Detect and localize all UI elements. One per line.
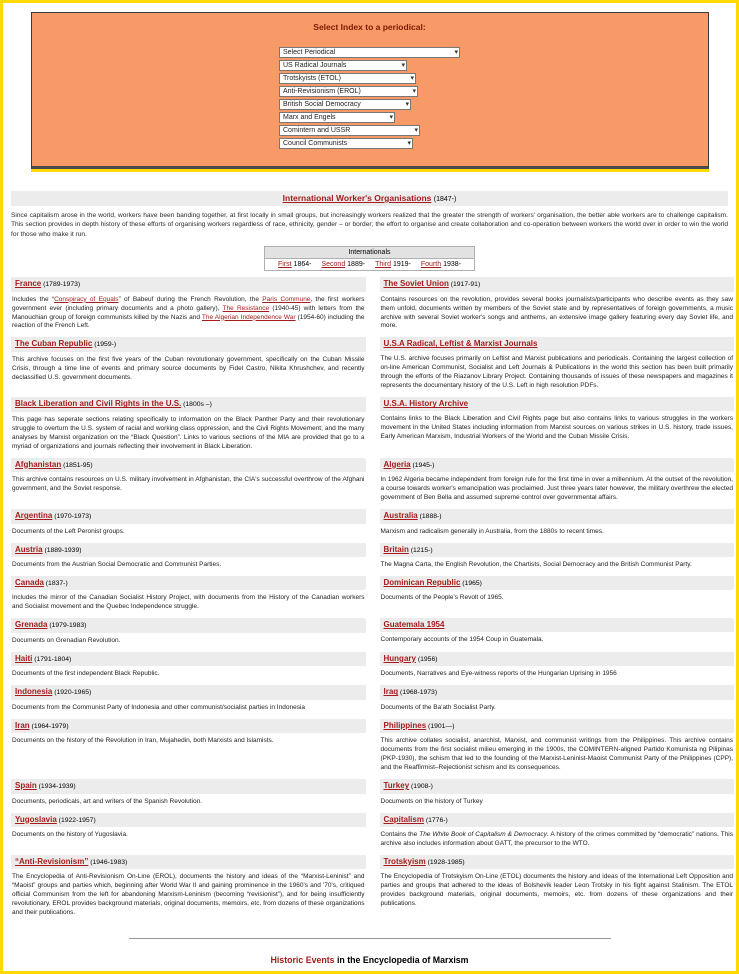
country-link[interactable]: Turkey bbox=[383, 781, 410, 791]
entry-description: The Encyclopedia of Anti-Revisionism On-Line (EROL), documents the history and ideas of the “Marxist-Leninist” and “Maoist” groups and parties which, beginning after World War II and gaining prominence in the 1960's and '70's, critiqued official Communism from the left for abandoning Marxism-Leninism (becoming “revisionist”), and for being insufficiently revolutionary. EROL provides background materials, original documents, memoirs, etc. from dozens of these organizations and their publications. bbox=[12, 873, 365, 917]
country-link[interactable]: Philippines bbox=[383, 720, 427, 730]
select-value: US Radical Journals bbox=[283, 62, 347, 69]
chevron-down-icon: ▾ bbox=[412, 88, 416, 95]
country-row bbox=[11, 813, 734, 855]
entry-description: Contains the The White Book of Capitalism & Democracy. A history of the crimes committed by “democratic” nations. This archive also includes information about GATT, the precursor to the WTO. bbox=[380, 831, 734, 848]
country-link[interactable]: Black Liberation and Civil Rights in the U.S. bbox=[15, 399, 182, 409]
international-item bbox=[321, 261, 365, 268]
country-cell bbox=[373, 813, 735, 855]
international-link[interactable]: First bbox=[278, 261, 292, 269]
entry-dates: (1791-1804) bbox=[32, 655, 72, 663]
entry-dates: (1970-1973) bbox=[52, 513, 92, 521]
country-cell bbox=[11, 509, 373, 542]
country-link[interactable]: Indonesia bbox=[15, 687, 53, 697]
footer-heading bbox=[3, 955, 736, 965]
entry-heading-band bbox=[380, 337, 735, 351]
entry-dates: (1800s –) bbox=[181, 401, 212, 409]
entry-dates: (1851-95) bbox=[61, 461, 93, 469]
country-cell bbox=[373, 719, 735, 779]
entry-heading-band bbox=[380, 397, 735, 411]
country-link[interactable]: Grenada bbox=[15, 620, 48, 630]
country-link[interactable]: U.S.A Radical, Leftist & Marxist Journals bbox=[383, 339, 538, 349]
international-item bbox=[278, 261, 311, 268]
entry-description: This archive contains resources on U.S. military involvement in Afghanistan, the CIA's successful overthrow of the Afghani government, and the Soviet response. bbox=[12, 476, 365, 493]
country-cell bbox=[11, 652, 373, 685]
country-row bbox=[11, 543, 734, 576]
country-link[interactable]: Austria bbox=[15, 544, 43, 554]
country-link[interactable]: Haiti bbox=[15, 653, 33, 663]
entry-heading-band bbox=[380, 652, 735, 666]
chevron-down-icon: ▾ bbox=[454, 49, 458, 56]
country-row bbox=[11, 458, 734, 509]
chevron-down-icon: ▾ bbox=[410, 75, 414, 82]
entry-heading-band bbox=[380, 779, 735, 793]
periodical-select[interactable] bbox=[279, 60, 407, 71]
inline-link[interactable]: Paris Commune bbox=[262, 295, 311, 303]
periodical-select[interactable] bbox=[279, 138, 413, 149]
entry-dates: (1959-) bbox=[92, 341, 117, 349]
entry-heading-band bbox=[11, 685, 366, 699]
country-row bbox=[11, 855, 734, 924]
entry-description: The U.S. archive focuses primarily on Leftist and Marxist publications and periodicals. Containing the largest collection of on-line American Communist, Socialist and Left Journals & Publications in the world this section has been built primarily through the efforts of the Riazanov Library Project. Containing thousands of issues of these newspapers and magazines it represents the documentary history of the U.S. Left in high resolution PDFs. bbox=[380, 355, 733, 390]
periodical-select[interactable] bbox=[279, 86, 418, 97]
entry-heading-band bbox=[11, 652, 366, 666]
country-cell bbox=[373, 543, 735, 576]
select-value: Select Periodical bbox=[283, 49, 336, 56]
country-cell bbox=[11, 719, 373, 779]
entry-heading-band bbox=[11, 855, 366, 869]
page-title-dates: (1847-) bbox=[433, 196, 457, 203]
entry-heading-band bbox=[380, 543, 735, 557]
country-cell bbox=[373, 618, 735, 651]
country-link[interactable]: Iran bbox=[15, 720, 30, 730]
country-cell bbox=[373, 397, 735, 457]
country-link[interactable]: Trotskyism bbox=[383, 856, 426, 866]
entry-description: Documents of the first independent Black Republic. bbox=[12, 670, 160, 678]
country-cell bbox=[11, 576, 373, 618]
entry-description: Documents on the history of the Revolution in Iran, Mujahedin, both Marxists and Islamists. bbox=[12, 737, 274, 745]
entry-description: The Encyclopedia of Trotskyism On-Line (ETOL) documents the history and ideas of the International Left Opposition and parties and groups that adhered to the ideas of Bolshevik leader Leon Trotsky in his fight against Stalinism. The ETOL provides background materials, original documents, memoirs, etc. from dozens of these organizations and their publications. bbox=[380, 873, 733, 908]
international-year: 1919- bbox=[391, 261, 411, 269]
footer-divider bbox=[129, 938, 611, 939]
country-cell bbox=[11, 397, 373, 457]
entry-dates: (1920-1965) bbox=[52, 689, 92, 697]
inline-link[interactable]: The Resistance bbox=[222, 304, 270, 312]
entry-heading-band bbox=[380, 509, 735, 523]
entry-dates: (1789-1973) bbox=[41, 281, 81, 289]
inline-link[interactable]: Conspiracy of Equals bbox=[54, 295, 119, 303]
footer-heading-rest: in the Encyclopedia of Marxism bbox=[334, 955, 469, 966]
entry-heading-band bbox=[380, 685, 735, 699]
country-link[interactable]: Australia bbox=[383, 511, 418, 521]
international-workers-organisations-link[interactable]: International Worker's Organisations bbox=[282, 193, 432, 203]
chevron-down-icon: ▾ bbox=[414, 127, 418, 134]
country-link[interactable]: Yugoslavia bbox=[15, 814, 57, 824]
entry-dates: (1888-) bbox=[417, 513, 442, 521]
entry-description: Includes the mirror of the Canadian Socialist History Project, with documents from the History of the Canadian workers and Socialist movement and the Quebec Independence struggle. bbox=[12, 594, 365, 611]
entry-heading-band bbox=[380, 813, 735, 827]
entry-heading-band bbox=[11, 576, 366, 590]
internationals-table bbox=[264, 246, 475, 271]
entry-heading-band bbox=[11, 397, 366, 411]
entry-description: Documents from the Communist Party of Indonesia and other communist/socialist parties in Indonesia bbox=[12, 703, 305, 711]
entry-dates: (1964-1979) bbox=[29, 722, 69, 730]
entry-description: Marxism and radicalism generally in Australia, from the 1880s to recent times. bbox=[380, 527, 604, 535]
country-link[interactable]: Canada bbox=[15, 577, 44, 587]
entry-description: Documents on the history of Turkey bbox=[380, 797, 483, 805]
country-link[interactable]: Algeria bbox=[383, 459, 411, 469]
periodical-select[interactable] bbox=[279, 99, 411, 110]
entry-dates: (1922-1957) bbox=[56, 816, 96, 824]
country-link[interactable]: Afghanistan bbox=[15, 459, 62, 469]
entry-description: Contains resources on the revolution, provides several books journalists/participants who describe events as they saw them unfold, documents written by members of the Soviet state and by representatives of foreign governments, a music archive with several Soviet worker's songs and anthems, an extensive image gallery featuring every day Soviet life, and more. bbox=[380, 295, 733, 330]
entry-heading-band bbox=[11, 277, 366, 291]
entry-heading-band bbox=[11, 719, 366, 733]
entry-heading-band bbox=[380, 277, 735, 291]
entry-dates: (1979-1983) bbox=[47, 622, 87, 630]
international-year: 1889- bbox=[345, 261, 366, 269]
country-row bbox=[11, 719, 734, 779]
intro-paragraph: Since capitalism arose in the world, workers have been banding together, at first locally in small groups, but increasingly workers realized that the greater the strength of workers' organisation, the better able workers are to challenge capitalism. This section provides in depth history of these efforts of organising workers regardless of race, ethnicity, gender – or border; the effort to organise and create collaboration and co-operation between workers the world over in order to win the world for those who make it run. bbox=[11, 212, 728, 238]
chevron-down-icon: ▾ bbox=[401, 62, 405, 69]
entry-heading-band bbox=[11, 458, 366, 472]
country-row bbox=[11, 277, 734, 337]
country-cell bbox=[373, 458, 735, 509]
entry-description: Documents on Grenadian Revolution. bbox=[12, 636, 121, 644]
country-cell bbox=[373, 576, 735, 618]
entry-description: This page has seperate sections relating specifically to information on the Black Panther Party and their revolutionary struggle to overturn the U.S. system of racial and working class oppression, and the Civil Rights Movement; and the many analyses by Marxist organization on the “Black Question”. Links to various sections of the MIA are provided that go to a myriad of organizations and journals reflecting their involvement in Black Liberation. bbox=[12, 415, 365, 450]
country-link[interactable]: Argentina bbox=[15, 511, 53, 521]
country-cell bbox=[11, 685, 373, 718]
italic-title: The White Book of Capitalism & Democracy bbox=[419, 831, 547, 839]
periodical-select[interactable] bbox=[279, 125, 420, 136]
country-link[interactable]: Iraq bbox=[383, 687, 399, 697]
entry-heading-band bbox=[380, 576, 735, 590]
entry-heading-band bbox=[380, 458, 735, 472]
country-cell bbox=[11, 779, 373, 812]
entry-dates: (1965) bbox=[460, 579, 482, 587]
country-cell bbox=[11, 277, 373, 337]
country-link[interactable]: “Anti-Revisionism” bbox=[15, 856, 89, 866]
entry-dates: (1889-1939) bbox=[42, 546, 82, 554]
page-title-band bbox=[11, 191, 728, 206]
periodical-select[interactable] bbox=[279, 47, 460, 58]
historic-events-link[interactable]: Historic Events bbox=[270, 955, 335, 966]
entry-description: Contains links to the Black Liberation and Civil Rights page but also contains links to various struggles in the workers movement in the United States including information from Marxist sources on various strikes in U.S. history, trade issues, Early American Marxism, Industrial Workers of the World and the Cuban Missile Crisis. bbox=[380, 415, 733, 441]
country-cell bbox=[11, 337, 373, 397]
entry-dates: (1901—) bbox=[426, 722, 455, 730]
country-link[interactable]: Dominican Republic bbox=[383, 577, 461, 587]
entry-dates: (1946-1983) bbox=[88, 858, 128, 866]
country-row bbox=[11, 397, 734, 457]
entry-dates: (1928-1985) bbox=[425, 858, 465, 866]
country-row bbox=[11, 337, 734, 397]
country-cell bbox=[373, 685, 735, 718]
entry-heading-band bbox=[11, 509, 366, 523]
entry-description: Documents from the Austrian Social Democratic and Communist Parties. bbox=[12, 561, 222, 568]
international-link[interactable]: Third bbox=[375, 261, 392, 269]
entry-description: Includes the “Conspiracy of Equals” of Babeuf during the French Revolution, the Paris Commune, the first workers government ever (including primary documents and a photo gallery), The Resistance (1940-45) with letters from the Manouchian group of foreign communists killed by the Nazis and The Algerian Independence War (1954-60) including the reaction of the French Left. bbox=[12, 295, 365, 330]
country-cell bbox=[373, 652, 735, 685]
country-row bbox=[11, 652, 734, 685]
country-link[interactable]: Hungary bbox=[383, 653, 416, 663]
periodical-select[interactable] bbox=[279, 112, 395, 123]
country-cell bbox=[11, 458, 373, 509]
entry-description: This archive focuses on the first five years of the Cuban revolutionary government, specifically on the Cuban Missile Crisis, through a time line of events and primary source documents by Fidel Castro, Nikita Khrushchev, and recently declassified U.S. government documents. bbox=[12, 355, 365, 381]
country-row bbox=[11, 779, 734, 812]
international-link[interactable]: Second bbox=[321, 261, 346, 269]
international-year: 1864- bbox=[291, 261, 312, 269]
country-row bbox=[11, 509, 734, 542]
country-link[interactable]: The Soviet Union bbox=[383, 279, 449, 289]
entry-dates: (1945-) bbox=[410, 461, 435, 469]
country-link[interactable]: Capitalism bbox=[383, 814, 424, 824]
entry-description: The Magna Carta, the English Revolution, the Chartists, Social Democracy and the British Communist Party. bbox=[380, 561, 692, 568]
periodical-box-title: Select Index to a periodical: bbox=[313, 22, 426, 32]
entry-description: Documents of the Ba'ath Socialist Party. bbox=[380, 703, 496, 711]
entry-heading-band bbox=[380, 719, 735, 733]
entry-heading-band bbox=[11, 813, 366, 827]
international-item bbox=[421, 261, 461, 268]
country-row bbox=[11, 576, 734, 618]
entry-heading-band bbox=[11, 337, 366, 351]
country-cell bbox=[11, 618, 373, 651]
inline-link[interactable]: The Algerian Independence War bbox=[201, 313, 296, 321]
international-year: 1938- bbox=[441, 261, 461, 269]
chevron-down-icon: ▾ bbox=[405, 101, 409, 108]
select-value: British Social Democracy bbox=[283, 101, 361, 108]
entry-description: Documents of the People's Revolt of 1965. bbox=[380, 594, 504, 602]
periodical-select[interactable] bbox=[279, 73, 416, 84]
entry-heading-band bbox=[11, 618, 366, 632]
entry-dates: (1917-91) bbox=[448, 281, 481, 289]
country-cell bbox=[11, 543, 373, 576]
international-item bbox=[375, 261, 411, 268]
entry-heading-band bbox=[11, 779, 366, 793]
entry-heading-band bbox=[380, 618, 735, 632]
select-value: Council Communists bbox=[283, 140, 348, 147]
chevron-down-icon: ▾ bbox=[407, 140, 411, 147]
select-value: Comintern and USSR bbox=[283, 127, 351, 134]
select-value: Marx and Engels bbox=[283, 114, 336, 121]
entry-description: Documents on the history of Yugoslavia. bbox=[12, 831, 128, 839]
international-link[interactable]: Fourth bbox=[420, 261, 442, 269]
entry-heading-band bbox=[380, 855, 735, 869]
internationals-links-cell bbox=[265, 259, 475, 271]
entry-heading-band bbox=[11, 543, 366, 557]
country-cell bbox=[373, 337, 735, 397]
country-cell bbox=[373, 855, 735, 924]
country-link[interactable]: U.S.A. History Archive bbox=[383, 399, 469, 409]
country-link[interactable]: The Cuban Republic bbox=[15, 339, 93, 349]
country-cell bbox=[11, 855, 373, 924]
periodical-index-box bbox=[31, 12, 709, 169]
country-link[interactable]: Guatemala 1954 bbox=[383, 620, 445, 630]
country-cell bbox=[11, 813, 373, 855]
entry-description: In 1962 Algeria became independent from foreign rule for the first time in over a millennium. At the outset of the revolution, a course towards worker's emancipation was proclaimed. Just three years later however, the military overthrew the elected government of Ben Bella and assumed supreme control over governmental affairs. bbox=[380, 476, 733, 502]
entry-dates: (1215-) bbox=[408, 546, 433, 554]
country-row bbox=[11, 685, 734, 718]
country-table-body bbox=[11, 277, 734, 924]
select-value: Trotskyists (ETOL) bbox=[283, 75, 341, 82]
country-cell bbox=[373, 509, 735, 542]
entry-dates: (1837-) bbox=[43, 579, 68, 587]
entry-description: Documents of the Left Peronist groups. bbox=[12, 527, 125, 535]
country-link[interactable]: Spain bbox=[15, 781, 37, 791]
entry-dates: (1956) bbox=[415, 655, 438, 663]
countries-table bbox=[11, 277, 734, 924]
country-link[interactable]: France bbox=[15, 279, 42, 289]
entry-dates: (1968-1973) bbox=[398, 689, 438, 697]
entry-description: This archive collates socialist, anarchist, Marxist, and communist writings from the Philippines. This archive contains documents from the first socialist milieu emerging in the 1900s, the COMINTERN-aligned Partido Komunista ng Pilipinas (PKP-1930), the schism that led to the founding of the Marxist-Leninist-Maoist Communist Party of the Philippines (CPP), and the Reaffirmist–Rejectionist schism and its consequences. bbox=[380, 737, 733, 772]
chevron-down-icon: ▾ bbox=[389, 114, 393, 121]
country-row bbox=[11, 618, 734, 651]
entry-dates: (1934-1939) bbox=[36, 783, 76, 791]
country-cell bbox=[373, 779, 735, 812]
entry-dates: (1776-) bbox=[423, 816, 448, 824]
entry-dates: (1908-) bbox=[409, 783, 433, 791]
internationals-header: Internationals bbox=[265, 247, 475, 259]
country-link[interactable]: Britain bbox=[383, 544, 409, 554]
entry-description: Contemporary accounts of the 1954 Coup in Guatemala. bbox=[380, 636, 544, 644]
entry-description: Documents, Narratives and Eye-witness reports of the Hungarian Uprising in 1956 bbox=[380, 670, 617, 678]
entry-description: Documents, periodicals, art and writers of the Spanish Revolution. bbox=[12, 797, 203, 805]
select-value: Anti-Revisionism (EROL) bbox=[283, 88, 361, 95]
periodical-selects bbox=[279, 47, 460, 151]
country-cell bbox=[373, 277, 735, 337]
